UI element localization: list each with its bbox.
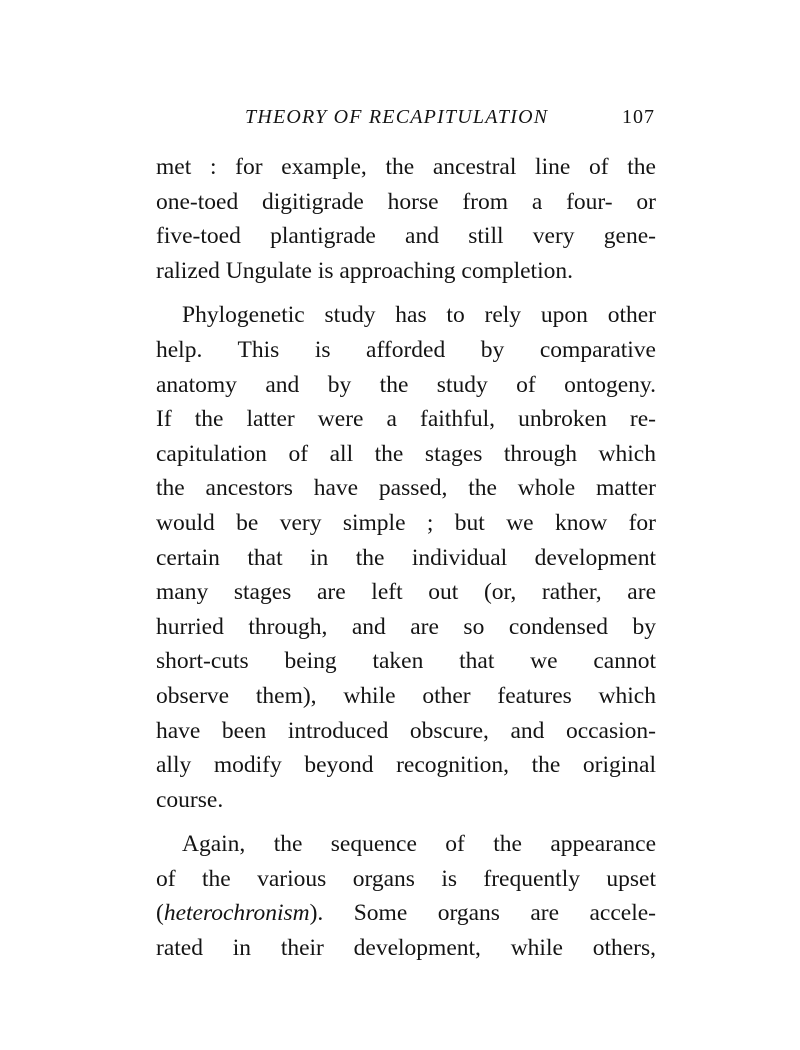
text-line: course.	[156, 786, 224, 813]
paragraph-3	[156, 827, 656, 965]
text-line: ralized Ungulate is approaching completion.	[156, 257, 573, 284]
body-text	[156, 150, 656, 976]
paragraph-2	[156, 298, 656, 817]
text-line: anatomy and by the study of ontogeny.	[156, 371, 656, 398]
text-line: many stages are left out (or, rather, are	[156, 579, 656, 606]
text-fragment: (	[156, 900, 164, 927]
text-line: rated in their development, while others,	[156, 935, 656, 962]
text-line: of the various organs is frequently upset	[156, 865, 656, 892]
text-line: Phylogenetic study has to rely upon other	[182, 302, 656, 329]
text-line: help. This is afforded by comparative	[156, 336, 656, 363]
text-line: short-cuts being taken that we cannot	[156, 648, 656, 675]
text-fragment: ). Some organs are accele-	[309, 900, 656, 927]
text-line: five-toed plantigrade and still very gene-	[156, 223, 656, 250]
text-line: the ancestors have passed, the whole matter	[156, 475, 656, 502]
running-head	[245, 106, 655, 136]
italic-term: heterochronism	[163, 900, 310, 927]
text-line: observe them), while other features which	[156, 682, 656, 709]
text-line: If the latter were a faithful, unbroken re-	[156, 406, 656, 433]
text-line: would be very simple ; but we know for	[156, 509, 656, 536]
page-number: 107	[622, 106, 655, 128]
text-line: certain that in the individual development	[156, 544, 656, 571]
paragraph-1	[156, 150, 656, 288]
running-title: THEORY OF RECAPITULATION	[245, 106, 549, 128]
text-line: capitulation of all the stages through which	[156, 440, 656, 467]
text-line-with-italic	[156, 896, 656, 931]
text-line: hurried through, and are so condensed by	[156, 613, 656, 640]
text-line: one-toed digitigrade horse from a four- or	[156, 188, 656, 215]
text-line: met : for example, the ancestral line of the	[156, 154, 656, 180]
text-line: ally modify beyond recognition, the original	[156, 752, 656, 779]
text-line: Again, the sequence of the appearance	[182, 831, 656, 858]
text-line: have been introduced obscure, and occasion-	[156, 717, 656, 744]
